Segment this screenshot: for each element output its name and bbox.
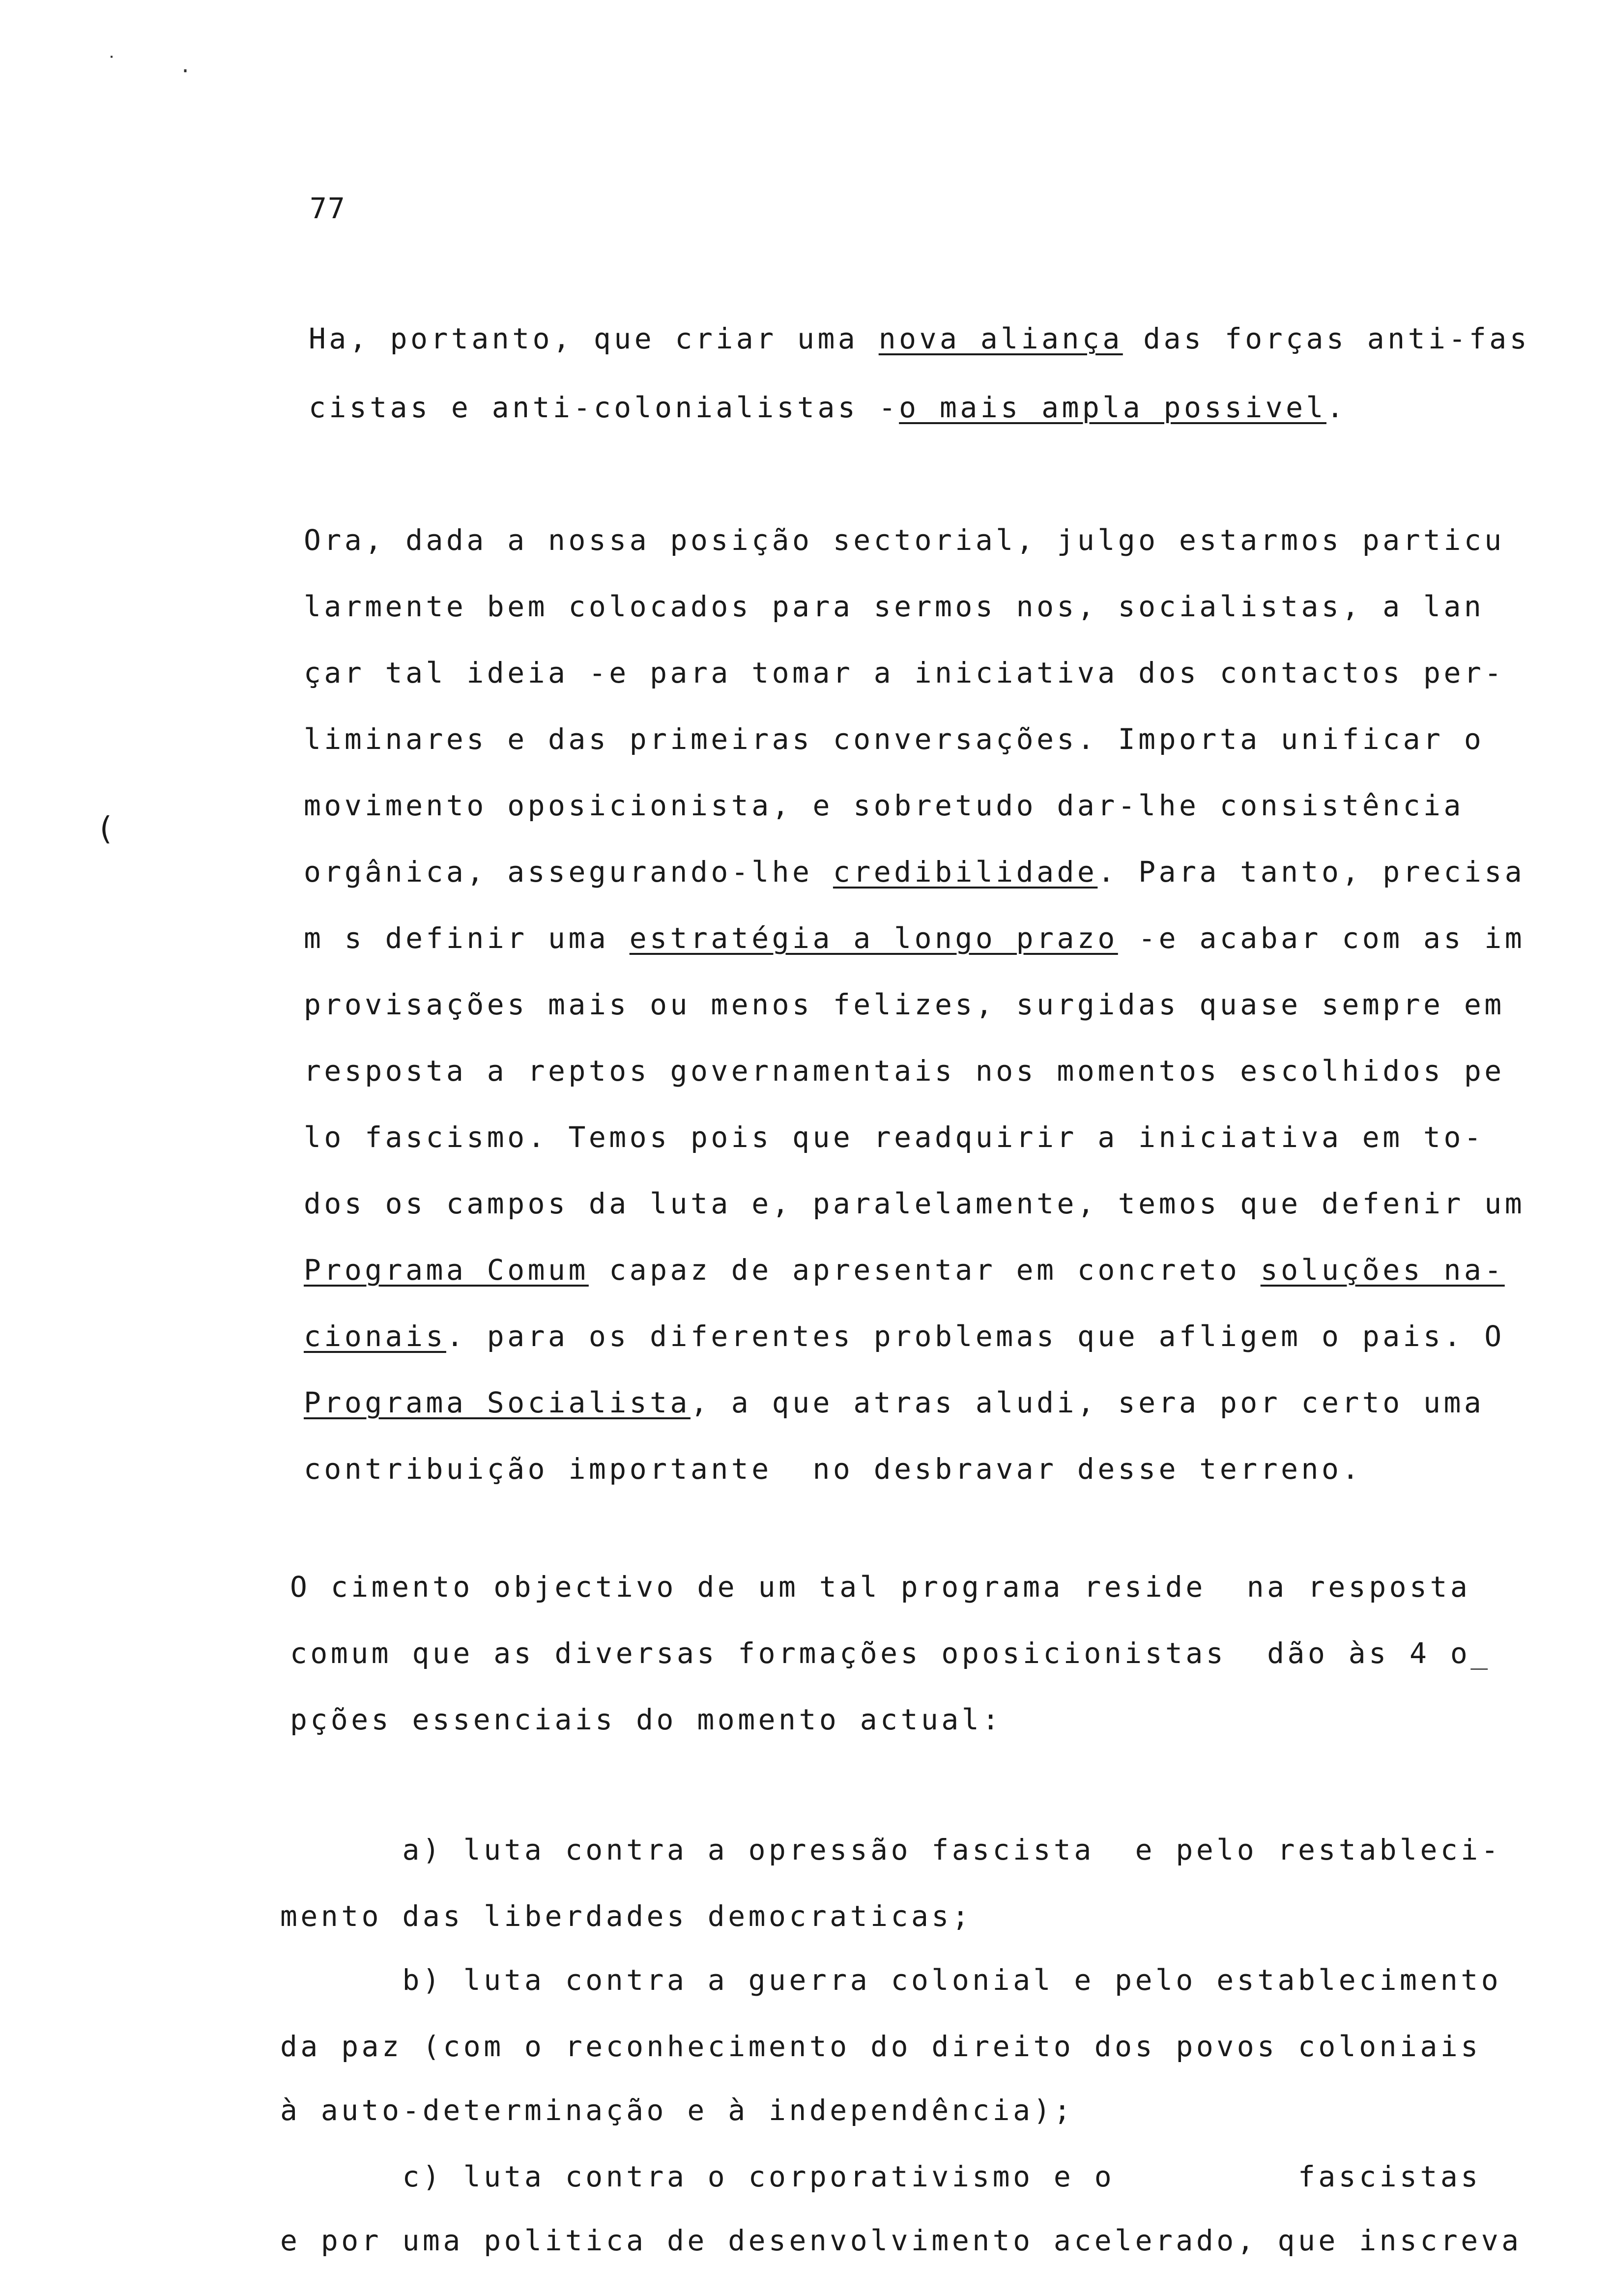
text-segment: , a que atras aludi, sera por certo uma bbox=[690, 1386, 1485, 1419]
text-line bbox=[304, 990, 1505, 1019]
underlined-phrase: nova aliança bbox=[878, 322, 1123, 355]
text-segment: . Para tanto, precisa bbox=[1097, 855, 1526, 889]
text-segment: liminares e das primeiras conversações. Importa unificar o bbox=[304, 722, 1485, 756]
scan-speck: ˙ bbox=[106, 53, 118, 76]
text-line bbox=[304, 1320, 1505, 1353]
text-segment: a) luta contra a opressão fascista e pelo restableci- bbox=[280, 1833, 1502, 1866]
text-line bbox=[280, 2032, 1481, 2061]
text-segment: O cimento objectivo de um tal programa reside na resposta bbox=[290, 1570, 1471, 1604]
text-segment: resposta a reptos governamentais nos momentos escolhidos pe bbox=[304, 1054, 1505, 1088]
text-segment: dos os campos da luta e, paralelamente, temos que defenir um bbox=[304, 1187, 1526, 1220]
text-line bbox=[304, 592, 1484, 621]
text-segment: . para os diferentes problemas que afligem o pais. O bbox=[446, 1320, 1505, 1353]
text-line bbox=[304, 1253, 1505, 1287]
text-line bbox=[290, 1636, 1491, 1670]
scan-speck: · bbox=[179, 60, 192, 83]
text-line bbox=[290, 1570, 1471, 1604]
text-line bbox=[304, 1120, 1485, 1154]
text-segment: . bbox=[1326, 391, 1347, 424]
text-line bbox=[280, 2226, 1522, 2255]
text-segment: larmente bem colocados para sermos nos, socialistas, a lan bbox=[304, 590, 1485, 623]
text-line bbox=[304, 921, 1526, 955]
text-line bbox=[304, 1388, 1484, 1417]
text-line bbox=[280, 2162, 1481, 2191]
text-line bbox=[304, 722, 1485, 756]
text-segment: contribuição importante no desbravar desse terreno. bbox=[304, 1452, 1362, 1486]
text-segment: orgânica, assegurando-lhe bbox=[304, 855, 833, 889]
text-line bbox=[309, 324, 1530, 353]
text-line bbox=[304, 1452, 1362, 1486]
text-segment: b) luta contra a guerra colonial e pelo establecimento bbox=[280, 1963, 1502, 1997]
underlined-phrase: o mais ampla possivel bbox=[899, 391, 1326, 424]
text-segment: c) luta contra o corporativismo e o fascistas bbox=[280, 2160, 1481, 2193]
underlined-phrase: credibilidade bbox=[833, 855, 1098, 889]
text-line bbox=[304, 791, 1464, 820]
text-segment: mento das liberdades democraticas; bbox=[280, 1899, 973, 1933]
text-line bbox=[280, 1963, 1502, 1997]
text-segment: das forças anti-fas bbox=[1123, 322, 1530, 355]
text-line bbox=[280, 1833, 1502, 1866]
text-line bbox=[290, 1705, 1003, 1734]
text-segment: cistas e anti-colonialistas - bbox=[309, 391, 899, 424]
text-segment: movimento oposicionista, e sobretudo dar-lhe consistência bbox=[304, 789, 1464, 822]
text-segment: à auto-determinação e à independência); bbox=[280, 2094, 1074, 2127]
underlined-phrase: Programa Socialista bbox=[304, 1386, 691, 1419]
text-segment: m s definir uma bbox=[304, 921, 630, 955]
text-line bbox=[280, 2094, 1074, 2127]
underlined-phrase: cionais bbox=[304, 1320, 446, 1353]
text-segment: capaz de apresentar em concreto bbox=[588, 1253, 1261, 1287]
underlined-phrase: Programa Comum bbox=[304, 1253, 589, 1287]
text-line bbox=[304, 855, 1526, 889]
text-segment: comum que as diversas formações oposicionistas dão às 4 o_ bbox=[290, 1636, 1491, 1670]
text-segment: e por uma politica de desenvolvimento acelerado, que inscreva bbox=[280, 2224, 1522, 2257]
underlined-phrase: soluções na- bbox=[1260, 1253, 1505, 1287]
text-segment: Ha, portanto, que criar uma bbox=[309, 322, 879, 355]
text-segment: provisações mais ou menos felizes, surgidas quase sempre em bbox=[304, 988, 1505, 1021]
text-segment: Ora, dada a nossa posição sectorial, julgo estarmos particu bbox=[304, 523, 1505, 557]
text-segment: lo fascismo. Temos pois que readquirir a iniciativa em to- bbox=[304, 1120, 1485, 1154]
underlined-phrase: estratégia a longo prazo bbox=[629, 921, 1118, 955]
page-number: 77 bbox=[310, 192, 346, 225]
text-line bbox=[304, 656, 1505, 689]
margin-mark: ( bbox=[96, 811, 115, 847]
text-line bbox=[280, 1899, 973, 1933]
text-segment: pções essenciais do momento actual: bbox=[290, 1703, 1003, 1736]
text-line bbox=[304, 1054, 1505, 1088]
text-line bbox=[304, 1189, 1525, 1218]
text-segment: çar tal ideia -e para tomar a iniciativa dos contactos per- bbox=[304, 656, 1505, 689]
text-line bbox=[304, 523, 1505, 557]
text-segment: da paz (com o reconhecimento do direito dos povos coloniais bbox=[280, 2030, 1481, 2063]
text-segment: -e acabar com as im bbox=[1118, 921, 1526, 955]
text-line bbox=[309, 393, 1347, 422]
